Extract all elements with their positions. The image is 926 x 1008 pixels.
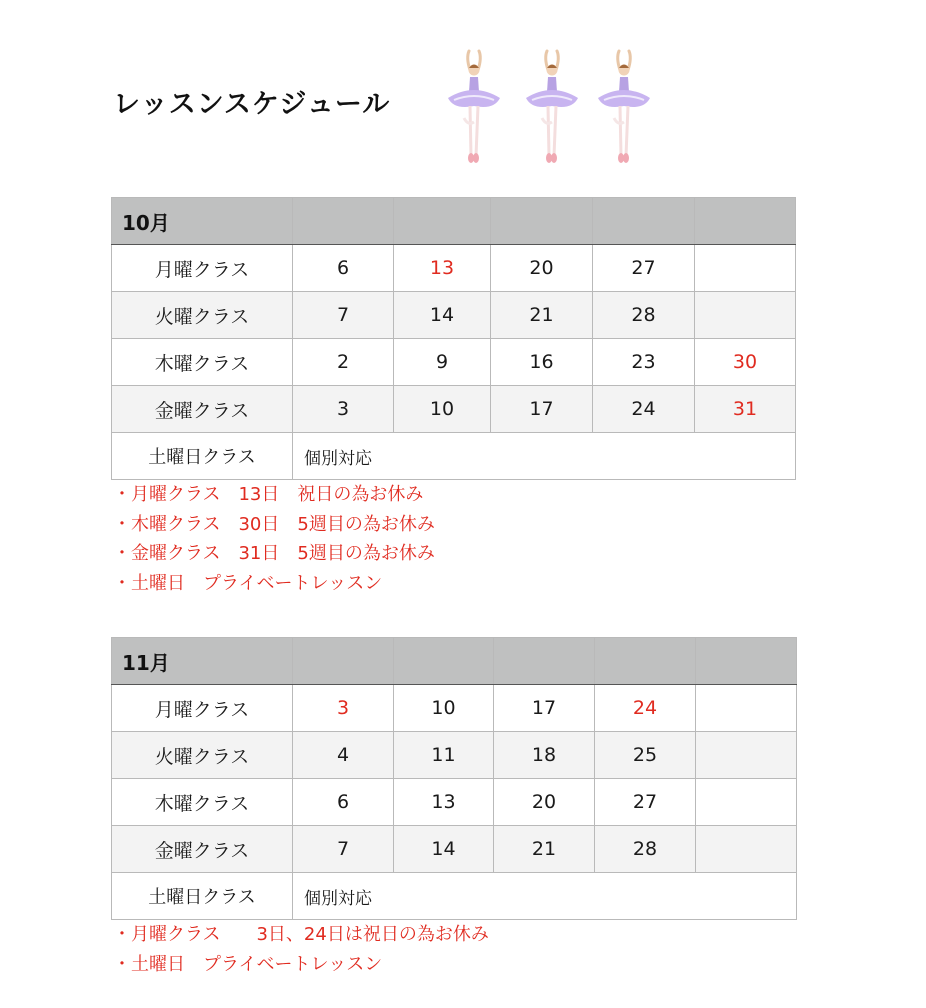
date-cell: 10 <box>394 685 494 732</box>
table-row <box>112 386 796 433</box>
date-cell: 6 <box>293 779 394 826</box>
table-header-row <box>112 198 796 245</box>
date-cell: 14 <box>394 292 491 339</box>
ballerina-decoration <box>444 48 659 173</box>
date-cell <box>696 732 797 779</box>
november-schedule-table <box>111 637 797 920</box>
holiday-date-cell: 3 <box>293 685 394 732</box>
note-item: ・月曜クラス 13日 祝日の為お休み <box>113 484 424 505</box>
november-notes <box>113 920 489 979</box>
table-header-row <box>112 638 797 685</box>
note-item: ・土曜日 プライベートレッスン <box>113 953 383 975</box>
table-row <box>112 245 796 292</box>
date-cell: 20 <box>494 779 595 826</box>
date-cell: 10 <box>394 386 491 433</box>
note-item: ・土曜日 プライベートレッスン <box>113 572 383 594</box>
date-cell: 11 <box>394 732 494 779</box>
date-cell <box>696 685 797 732</box>
date-cell <box>695 245 796 292</box>
ballerina-icon <box>444 48 504 173</box>
date-cell <box>696 826 797 873</box>
class-label: 火曜クラス <box>112 732 293 779</box>
date-cell: 7 <box>293 292 394 339</box>
date-cell: 21 <box>494 826 595 873</box>
date-cell <box>695 292 796 339</box>
date-cell: 2 <box>293 339 394 386</box>
note-item: ・月曜クラス 3日、24日は祝日の為お休み <box>113 924 489 945</box>
date-cell: 17 <box>491 386 593 433</box>
date-cell: 21 <box>491 292 593 339</box>
table-row <box>112 826 797 873</box>
table-row <box>112 873 797 920</box>
page-title: レッスンスケジュール <box>113 89 391 120</box>
class-label: 木曜クラス <box>112 339 293 386</box>
holiday-date-cell: 13 <box>394 245 491 292</box>
table-row <box>112 779 797 826</box>
date-cell: 28 <box>593 292 695 339</box>
holiday-date-cell: 31 <box>695 386 796 433</box>
class-label: 金曜クラス <box>112 386 293 433</box>
date-cell: 9 <box>394 339 491 386</box>
table-row <box>112 292 796 339</box>
date-cell <box>696 779 797 826</box>
table-row <box>112 732 797 779</box>
class-label: 金曜クラス <box>112 826 293 873</box>
date-cell: 27 <box>595 779 696 826</box>
october-schedule-table <box>111 197 796 480</box>
table-row <box>112 685 797 732</box>
date-cell: 3 <box>293 386 394 433</box>
date-cell: 24 <box>593 386 695 433</box>
date-cell: 14 <box>394 826 494 873</box>
date-cell: 16 <box>491 339 593 386</box>
table-row <box>112 433 796 480</box>
date-cell: 20 <box>491 245 593 292</box>
date-cell: 4 <box>293 732 394 779</box>
date-cell: 17 <box>494 685 595 732</box>
note-item: ・金曜クラス 31日 5週目の為お休み <box>113 543 435 564</box>
october-notes <box>113 480 435 598</box>
class-label: 木曜クラス <box>112 779 293 826</box>
date-cell: 6 <box>293 245 394 292</box>
month-heading: 11月 <box>112 638 293 685</box>
month-heading: 10月 <box>112 198 293 245</box>
date-cell: 13 <box>394 779 494 826</box>
saturday-note: 個別対応 <box>293 433 796 480</box>
class-label: 月曜クラス <box>112 245 293 292</box>
class-label: 火曜クラス <box>112 292 293 339</box>
date-cell: 18 <box>494 732 595 779</box>
date-cell: 27 <box>593 245 695 292</box>
date-cell: 23 <box>593 339 695 386</box>
saturday-class-label: 土曜日クラス <box>112 433 293 480</box>
holiday-date-cell: 24 <box>595 685 696 732</box>
holiday-date-cell: 30 <box>695 339 796 386</box>
note-item: ・木曜クラス 30日 5週目の為お休み <box>113 513 435 535</box>
date-cell: 7 <box>293 826 394 873</box>
table-row <box>112 339 796 386</box>
saturday-class-label: 土曜日クラス <box>112 873 293 920</box>
ballerina-icon <box>594 48 654 173</box>
class-label: 月曜クラス <box>112 685 293 732</box>
ballerina-icon <box>522 48 582 173</box>
date-cell: 25 <box>595 732 696 779</box>
saturday-note: 個別対応 <box>293 873 797 920</box>
date-cell: 28 <box>595 826 696 873</box>
